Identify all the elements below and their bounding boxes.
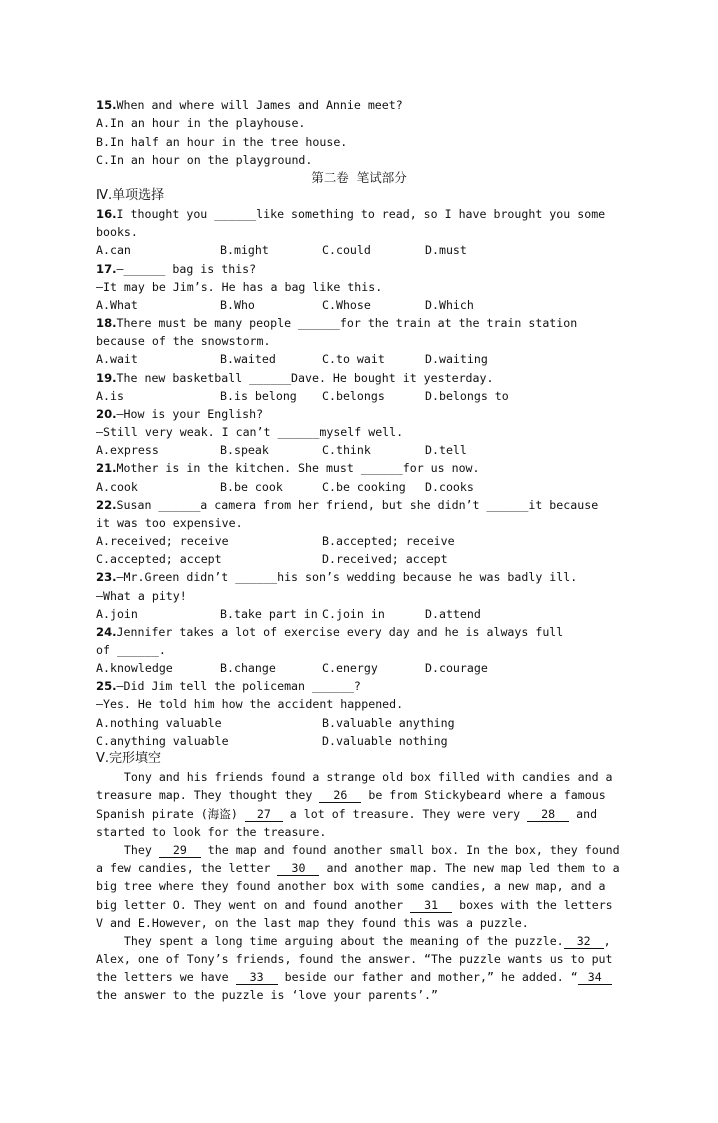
question-24 (96, 623, 563, 641)
question-number: 15. (96, 98, 117, 112)
question-number: 24. (96, 625, 117, 639)
cloze-text: treasure map. They thought they (96, 788, 320, 802)
question-22 (96, 496, 598, 514)
question-number: 18. (96, 316, 117, 330)
section-v-title: Ⅴ.完形填空 (96, 751, 162, 766)
cloze-line (96, 859, 620, 877)
option-b: B.waited (220, 352, 276, 366)
question-17 (96, 260, 256, 278)
option-a: A.express (96, 443, 159, 457)
cloze-text: They spent a long time arguing about the meaning of the puzzle. (96, 934, 564, 948)
option-a: A.join (96, 607, 138, 621)
cloze-line (96, 805, 597, 823)
option-a: A.received; receive (96, 534, 229, 548)
section-iv-title: Ⅳ.单项选择 (96, 188, 165, 203)
option-b: B.accepted; receive (322, 534, 455, 548)
cloze-blank-27: 27 (245, 807, 283, 822)
question-text-cont: it was too expensive. (96, 516, 243, 530)
question-text-cont: of ______. (96, 643, 166, 657)
cloze-text: the letters we have (96, 970, 236, 984)
option-c: C.be cooking (322, 480, 406, 494)
option-c: C.join in (322, 607, 385, 621)
cloze-text: Spanish pirate (海盗) (96, 807, 245, 821)
cloze-blank-30: 30 (277, 861, 319, 876)
cloze-line: Alex, one of Tony’s friends, found the answer. “The puzzle wants us to put (96, 952, 613, 966)
option-d: D.must (425, 243, 467, 257)
question-number: 21. (96, 461, 117, 475)
question-text-cont: because of the snowstorm. (96, 334, 271, 348)
option-a: A.wait (96, 352, 138, 366)
part-two-title: 第二卷 笔试部分 (311, 170, 407, 185)
cloze-line (96, 932, 611, 950)
question-text-cont: —It may be Jim’s. He has a bag like this. (96, 280, 383, 294)
option-a: A.cook (96, 480, 138, 494)
option-a: A.In an hour in the playhouse. (96, 116, 306, 130)
cloze-blank-32: 32 (564, 934, 604, 949)
cloze-blank-31: 31 (410, 898, 452, 913)
option-d: D.valuable nothing (322, 734, 448, 748)
option-b: B.In half an hour in the tree house. (96, 135, 348, 149)
cloze-blank-34: 34 (578, 970, 612, 985)
option-d: D.attend (425, 607, 481, 621)
question-number: 16. (96, 207, 117, 221)
option-a: A.is (96, 389, 124, 403)
question-text: —Did Jim tell the policeman ______? (116, 679, 361, 693)
option-d: D.courage (425, 661, 488, 675)
option-b: B.valuable anything (322, 716, 455, 730)
cloze-line (96, 841, 620, 859)
option-b: B.might (220, 243, 269, 257)
question-text: —______ bag is this? (116, 262, 257, 276)
cloze-blank-28: 28 (527, 807, 569, 822)
question-text-cont: —Yes. He told him how the accident happened. (96, 697, 404, 711)
question-number: 22. (96, 498, 117, 512)
option-b: B.change (220, 661, 276, 675)
option-c: C.belongs (322, 389, 385, 403)
question-text-cont: books. (96, 225, 138, 239)
cloze-text: boxes with the letters (452, 898, 613, 912)
option-c: C.think (322, 443, 371, 457)
cloze-text: be from Stickybeard where a famous (361, 788, 606, 802)
option-d: D.belongs to (425, 389, 509, 403)
option-b: B.is belong (220, 389, 297, 403)
cloze-blank-29: 29 (159, 843, 201, 858)
option-c: C.to wait (322, 352, 385, 366)
question-16 (96, 205, 605, 223)
question-21 (96, 459, 480, 477)
option-a: A.nothing valuable (96, 716, 222, 730)
cloze-line: Tony and his friends found a strange old box filled with candies and a (96, 770, 613, 784)
option-d: D.waiting (425, 352, 488, 366)
option-d: D.tell (425, 443, 467, 457)
cloze-line (96, 896, 613, 914)
question-number: 19. (96, 371, 117, 385)
option-c: C.Whose (322, 298, 371, 312)
question-text: The new basketball ______Dave. He bought it yesterday. (116, 371, 494, 385)
cloze-line (96, 786, 606, 804)
question-25 (96, 677, 361, 695)
option-c: C.could (322, 243, 371, 257)
question-text-cont: —Still very weak. I can’t ______myself well. (96, 425, 404, 439)
question-text: I thought you ______like something to read, so I have brought you some (116, 207, 606, 221)
question-number: 20. (96, 407, 117, 421)
question-text: When and where will James and Annie meet? (116, 98, 403, 112)
option-a: A.knowledge (96, 661, 173, 675)
question-text: There must be many people ______for the train at the train station (116, 316, 578, 330)
cloze-blank-26: 26 (319, 788, 361, 803)
option-c: C.energy (322, 661, 378, 675)
option-b: B.take part in (220, 607, 318, 621)
cloze-text: and (569, 807, 598, 821)
cloze-text: beside our father and mother,” he added. “ (277, 970, 578, 984)
cloze-text: a few candies, the letter (96, 861, 278, 875)
question-number: 17. (96, 262, 117, 276)
cloze-text: They (96, 843, 159, 857)
question-text: —Mr.Green didn’t ______his son’s wedding because he was badly ill. (116, 570, 578, 584)
option-d: D.Which (425, 298, 474, 312)
cloze-text: a lot of treasure. They were very (282, 807, 528, 821)
question-text: Mother is in the kitchen. She must ______for us now. (116, 461, 480, 475)
option-c: C.In an hour on the playground. (96, 153, 313, 167)
cloze-blank-33: 33 (236, 970, 278, 985)
option-b: B.speak (220, 443, 269, 457)
cloze-line (96, 968, 612, 986)
cloze-text: , (603, 934, 611, 948)
option-a: A.What (96, 298, 138, 312)
cloze-line: big tree where they found another box with some candies, a new map, and a (96, 879, 606, 893)
option-d: D.cooks (425, 480, 474, 494)
question-15 (96, 96, 403, 114)
question-19 (96, 369, 493, 387)
question-23 (96, 568, 577, 586)
option-d: D.received; accept (322, 552, 448, 566)
question-20 (96, 405, 263, 423)
question-text: Jennifer takes a lot of exercise every day and he is always full (116, 625, 564, 639)
cloze-line: V and E.However, on the last map they found this was a puzzle. (96, 916, 529, 930)
option-c: C.accepted; accept (96, 552, 222, 566)
cloze-text: the map and found another small box. In the box, they found (200, 843, 620, 857)
cloze-text: and another map. The new map led them to a (319, 861, 620, 875)
cloze-text: big letter O. They went on and found another (96, 898, 411, 912)
question-text: —How is your English? (116, 407, 264, 421)
question-18 (96, 314, 577, 332)
question-text-cont: —What a pity! (96, 589, 187, 603)
option-b: B.Who (220, 298, 255, 312)
option-c: C.anything valuable (96, 734, 229, 748)
cloze-line: started to look for the treasure. (96, 825, 327, 839)
question-text: Susan ______a camera from her friend, but she didn’t ______it because (116, 498, 599, 512)
question-number: 25. (96, 679, 117, 693)
option-b: B.be cook (220, 480, 283, 494)
option-a: A.can (96, 243, 131, 257)
question-number: 23. (96, 570, 117, 584)
cloze-line: the answer to the puzzle is ‘love your parents’.” (96, 988, 439, 1002)
